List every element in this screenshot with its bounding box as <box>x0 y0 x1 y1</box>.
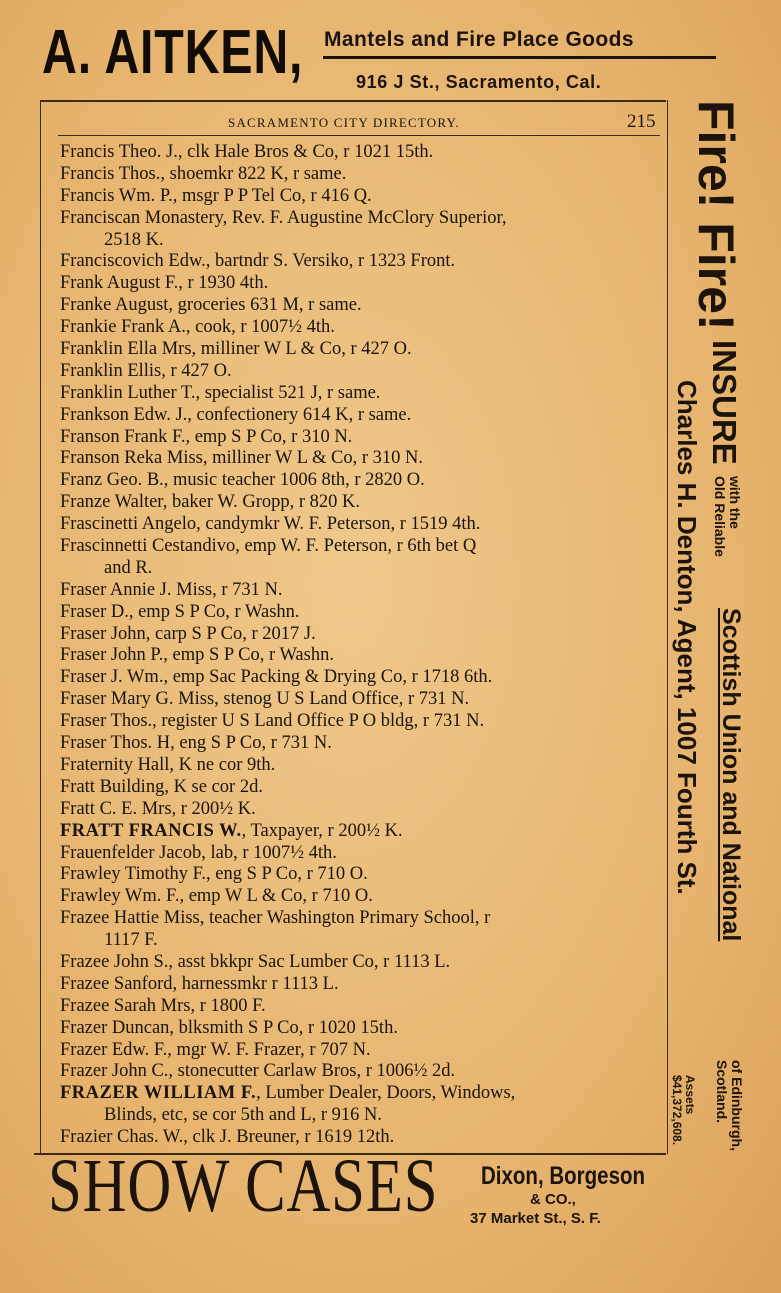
directory-entry <box>60 799 665 821</box>
sidebar-edinburgh <box>715 1060 744 1151</box>
entry-text: Frankie Frank A., cook, r 1007½ 4th. <box>60 317 335 338</box>
directory-entry <box>60 952 665 974</box>
entry-text: Fraternity Hall, K ne cor 9th. <box>60 754 276 775</box>
entry-text: Frazee John S., asst bkkpr Sac Lumber Co, r 1113 L. <box>60 951 451 972</box>
entry-text: Fraser J. Wm., emp Sac Packing & Drying Co, r 1718 6th. <box>60 667 493 688</box>
directory-entry <box>60 624 665 646</box>
directory-entry <box>60 1083 665 1105</box>
entry-text: Frankson Edw. J., confectionery 614 K, r same. <box>60 404 412 425</box>
entry-text: Franke August, groceries 631 M, r same. <box>60 295 362 316</box>
directory-entry <box>60 886 665 908</box>
directory-entry <box>60 295 665 317</box>
entry-text: Franze Walter, baker W. Gropp, r 820 K. <box>60 492 361 513</box>
entry-text: Frazer Edw. F., mgr W. F. Frazer, r 707 N. <box>60 1039 371 1060</box>
sidebar-assets-line2: $41,372,608. <box>670 1075 685 1146</box>
directory-entry <box>60 273 665 295</box>
sidebar-assets-line1: Assets <box>683 1075 697 1115</box>
directory-entry <box>60 142 665 164</box>
entry-text: Francis Wm. P., msgr P P Tel Co, r 416 Q. <box>60 185 372 206</box>
frame-top-rule <box>40 100 666 102</box>
directory-entry <box>60 667 665 689</box>
entry-bold-name: FRATT FRANCIS W. <box>60 820 242 841</box>
footer-company-suffix: & CO., <box>530 1191 576 1208</box>
directory-entry <box>60 580 665 602</box>
entry-text: Fraser Mary G. Miss, stenog U S Land Office, r 731 N. <box>60 689 470 710</box>
advertiser-name: A. AITKEN, <box>42 18 304 87</box>
entry-text: Franklin Ellis, r 427 O. <box>60 360 232 381</box>
entry-text: Franciscan Monastery, Rev. F. Augustine McClory Superior, <box>60 207 507 228</box>
entry-text: Fratt C. E. Mrs, r 200½ K. <box>60 798 256 819</box>
directory-entry <box>60 251 665 273</box>
entry-text: , Lumber Dealer, Doors, Windows, <box>256 1083 516 1104</box>
entry-text: 1117 F. <box>104 930 158 951</box>
entry-text: Francis Thos., shoemkr 822 K, r same. <box>60 163 347 184</box>
entry-text: Francis Theo. J., clk Hale Bros & Co, r 1021 15th. <box>60 142 434 162</box>
entry-text: Franson Reka Miss, milliner W L & Co, r 310 N. <box>60 448 423 469</box>
sidebar-edinburgh-line1: of Edinburgh, <box>729 1060 745 1151</box>
directory-entry <box>60 974 665 996</box>
entry-text: Frazer John C., stonecutter Carlaw Bros, r 1006½ 2d. <box>60 1061 456 1082</box>
sidebar-agent: Charles H. Denton, Agent, 1007 Fourth St. <box>672 380 702 895</box>
directory-entry <box>60 405 665 427</box>
entry-text: Franklin Ella Mrs, milliner W L & Co, r 427 O. <box>60 339 412 360</box>
entry-text: Franson Frank F., emp S P Co, r 310 N. <box>60 426 353 447</box>
sidebar-with <box>713 476 742 557</box>
sidebar-fire: Fire! Fire! <box>688 100 744 331</box>
directory-entry <box>60 602 665 624</box>
entry-text: and R. <box>104 557 153 578</box>
entry-text: Frauenfelder Jacob, lab, r 1007½ 4th. <box>60 842 337 863</box>
entry-text: Frazer Duncan, blksmith S P Co, r 1020 15th. <box>60 1017 398 1038</box>
directory-entry <box>60 821 665 843</box>
directory-entry <box>60 711 665 733</box>
entry-text: Fraser John, carp S P Co, r 2017 J. <box>60 623 316 644</box>
footer-company: Dixon, Borgeson <box>481 1162 646 1190</box>
entry-text: Frawley Wm. F., emp W L & Co, r 710 O. <box>60 886 373 907</box>
entry-text: Frazee Sanford, harnessmkr r 1113 L. <box>60 973 339 994</box>
directory-entry <box>60 164 665 186</box>
entry-text: Franz Geo. B., music teacher 1006 8th, r 2820 O. <box>60 470 425 491</box>
running-head: SACRAMENTO CITY DIRECTORY. <box>228 115 460 130</box>
directory-entry <box>60 843 665 865</box>
footer-address: 37 Market St., S. F. <box>470 1210 601 1227</box>
entry-continuation <box>60 558 665 580</box>
entry-text: Franciscovich Edw., bartndr S. Versiko, r 1323 Front. <box>60 251 456 272</box>
directory-entry <box>60 733 665 755</box>
sidebar-assets <box>671 1075 696 1145</box>
entry-continuation <box>60 1105 665 1127</box>
entry-text: Fratt Building, K se cor 2d. <box>60 776 263 797</box>
sidebar-insure: INSURE <box>706 340 743 465</box>
entry-text: Franklin Luther T., specialist 521 J, r same. <box>60 382 381 403</box>
entry-text: Blinds, etc, se cor 5th and L, r 916 N. <box>104 1105 382 1126</box>
directory-entry <box>60 645 665 667</box>
directory-entry <box>60 208 665 230</box>
entry-text: Frazee Hattie Miss, teacher Washington Primary School, r <box>60 908 491 929</box>
directory-entry <box>60 864 665 886</box>
directory-entry <box>60 536 665 558</box>
directory-entry <box>60 317 665 339</box>
entry-text: Fraser Thos. H, eng S P Co, r 731 N. <box>60 733 332 754</box>
header-rule <box>323 56 716 59</box>
directory-entry <box>60 689 665 711</box>
sidebar-with-line1: with the <box>727 476 743 529</box>
directory-entries <box>60 142 665 1149</box>
directory-entry <box>60 908 665 930</box>
entry-text: Fraser Thos., register U S Land Office P O bldg, r 731 N. <box>60 711 485 732</box>
entry-text: Fraser D., emp S P Co, r Washn. <box>60 601 300 622</box>
entry-text: Frascinetti Angelo, candymkr W. F. Peterson, r 1519 4th. <box>60 514 481 535</box>
directory-entry <box>60 186 665 208</box>
entry-text: Frazee Sarah Mrs, r 1800 F. <box>60 995 266 1016</box>
directory-entry <box>60 1040 665 1062</box>
entry-text: , Taxpayer, r 200½ K. <box>241 820 403 841</box>
entry-text: 2518 K. <box>104 229 164 250</box>
sidebar-with-line2: Old Reliable <box>712 476 729 557</box>
sidebar-company: Scottish Union and National <box>717 608 745 942</box>
directory-entry <box>60 383 665 405</box>
entry-text: Frascinnetti Cestandivo, emp W. F. Peterson, r 6th bet Q <box>60 536 477 557</box>
footer-headline: SHOW CASES <box>48 1144 439 1228</box>
directory-entry <box>60 1061 665 1083</box>
directory-entry <box>60 361 665 383</box>
entry-bold-name: FRAZER WILLIAM F. <box>60 1083 257 1104</box>
directory-entry <box>60 996 665 1018</box>
directory-entry <box>60 339 665 361</box>
entry-continuation <box>60 230 665 252</box>
directory-entry <box>60 777 665 799</box>
advertiser-address: 916 J St., Sacramento, Cal. <box>356 72 602 92</box>
directory-entry <box>60 427 665 449</box>
directory-entry <box>60 755 665 777</box>
directory-entry <box>60 492 665 514</box>
running-head-rule <box>58 135 660 136</box>
sidebar-edinburgh-line2: Scotland. <box>714 1060 731 1124</box>
entry-continuation <box>60 930 665 952</box>
entry-text: Frazier Chas. W., clk J. Breuner, r 1619 12th. <box>60 1127 395 1148</box>
directory-entry <box>60 514 665 536</box>
directory-entry <box>60 1018 665 1040</box>
entry-text: Frawley Timothy F., eng S P Co, r 710 O. <box>60 864 368 885</box>
entry-text: Fraser Annie J. Miss, r 731 N. <box>60 579 283 600</box>
advertiser-tagline: Mantels and Fire Place Goods <box>324 28 634 51</box>
directory-entry <box>60 448 665 470</box>
entry-text: Fraser John P., emp S P Co, r Washn. <box>60 645 334 666</box>
page-number: 215 <box>627 111 656 132</box>
directory-entry <box>60 470 665 492</box>
entry-text: Frank August F., r 1930 4th. <box>60 273 269 294</box>
